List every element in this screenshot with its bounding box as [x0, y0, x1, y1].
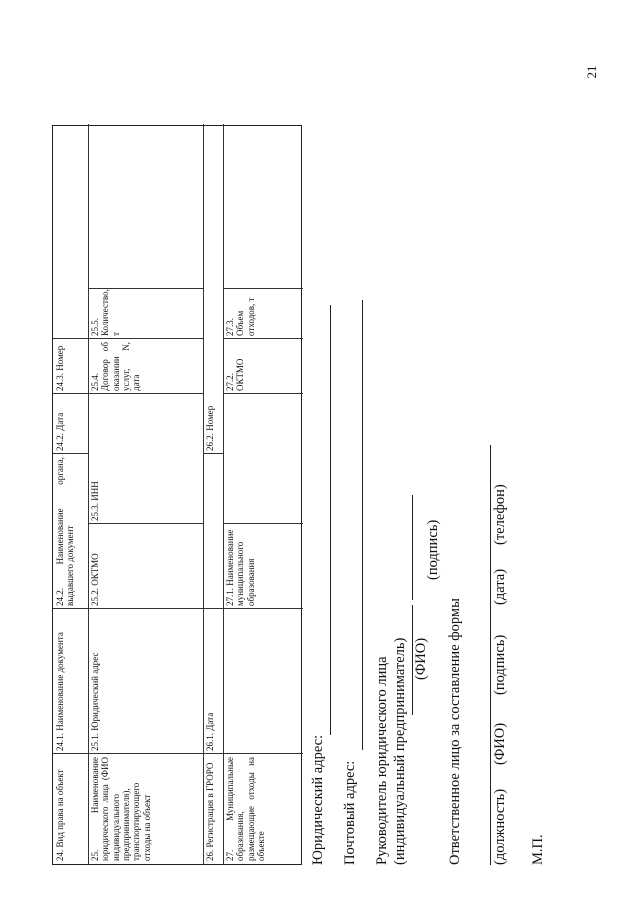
- phone-caption: (телефон): [492, 484, 508, 545]
- row24-date: 24.2. Дата: [55, 412, 65, 451]
- postal-address-label: Почтовый адрес:: [342, 760, 358, 865]
- row25-inn: 25.3. ИНН: [90, 481, 100, 521]
- row24-number: 24.3. Номер: [55, 345, 65, 391]
- fio2-caption: (ФИО): [492, 722, 508, 765]
- row25-legal-address: 25.1. Юридический адрес: [90, 652, 100, 751]
- responsible-label: Ответственное лицо за составление формы: [447, 598, 463, 865]
- row26-label: 26. Регистрация в ГРОРО: [205, 762, 215, 861]
- responsible-fields-line[interactable]: [490, 445, 491, 865]
- stamp-label: М.П.: [530, 834, 546, 865]
- position-caption: (должность): [492, 788, 508, 865]
- row24-doc-name: 24.1. Наименование документа: [55, 632, 65, 751]
- row25-quantity: 25.5. Количество, т: [90, 289, 121, 336]
- date-caption: (дата): [492, 568, 508, 605]
- row25-label: 25. Наименование юридического лица (ФИО индивидуального предпринимателя), транспортирующего отходы на объект: [90, 757, 152, 861]
- legal-address-field[interactable]: [330, 305, 331, 735]
- row26-number: 26.2. Номер: [205, 405, 215, 451]
- row25-contract: 25.4. Договор об оказании услуг, N, дата: [90, 342, 142, 391]
- row25-oktmo: 25.2. ОКТМО: [90, 553, 100, 606]
- head-signature-field[interactable]: [412, 495, 413, 600]
- rotated-form: [52, 87, 592, 865]
- form-table: [52, 125, 302, 865]
- row27-oktmo: 27.2. ОКТМО: [225, 358, 246, 391]
- signature2-caption: (подпись): [492, 634, 508, 695]
- row26-date: 26.1. Дата: [205, 712, 215, 751]
- head-signature-caption: (подпись): [425, 519, 441, 580]
- row27-volume: 27.3. Объем отходов, т: [225, 297, 256, 336]
- row24-label: 24. Вид права на объект: [55, 769, 65, 861]
- postal-address-field[interactable]: [362, 300, 363, 750]
- head-title: Руководитель юридического лица: [374, 656, 390, 865]
- page-number: 21: [584, 65, 599, 79]
- row27-label: 27. Муниципальные образования, размещающие отходы на объекте: [225, 757, 267, 861]
- legal-address-label: Юридический адрес:: [310, 734, 326, 865]
- head-fio-caption: (ФИО): [413, 637, 429, 680]
- head-subtitle: (индивидуальный предприниматель): [392, 637, 408, 865]
- row27-municipality: 27.1. Наименование муниципального образования: [225, 529, 256, 606]
- row24-issuer: 24.2. Наименование органа, выдавшего документ: [55, 457, 76, 606]
